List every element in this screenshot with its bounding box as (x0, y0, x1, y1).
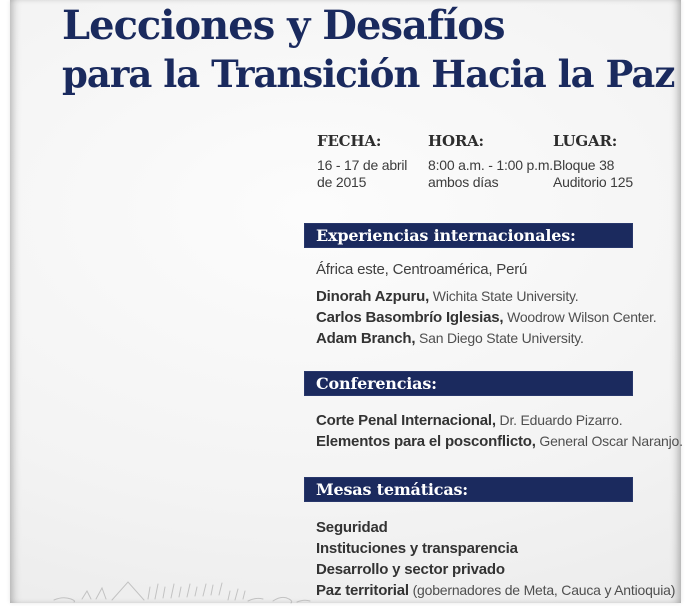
mesa-row (316, 559, 675, 580)
event-title (62, 1, 674, 97)
mesa-title: Seguridad (316, 519, 388, 536)
info-lugar (553, 132, 633, 191)
conferences-list (316, 410, 683, 452)
hora-value-line1: 8:00 a.m. - 1:00 p.m. (428, 157, 553, 173)
speaker-row (316, 286, 656, 307)
conference-speaker: General Oscar Naranjo. (535, 433, 683, 449)
conference-row (316, 410, 683, 431)
speaker-name: Carlos Basombrío Iglesias, (316, 309, 504, 326)
conference-speaker: Dr. Eduardo Pizarro. (495, 412, 623, 428)
hora-value-line2: ambos días (428, 174, 499, 190)
speaker-affiliation: San Diego State University. (415, 330, 584, 346)
lugar-label: LUGAR: (553, 132, 618, 150)
mesa-title: Desarrollo y sector privado (316, 561, 505, 578)
speaker-affiliation: Woodrow Wilson Center. (503, 309, 657, 325)
title-line-1: Lecciones y Desafíos (62, 2, 505, 49)
experiencias-intro: África este, Centroamérica, Perú (316, 261, 528, 278)
info-hora (428, 132, 553, 191)
mesas-list (316, 517, 675, 601)
speakers-list (316, 286, 656, 349)
pencil-sketch-landscape (52, 570, 322, 606)
speaker-row (316, 307, 656, 328)
fecha-label: FECHA: (317, 132, 382, 150)
info-fecha (317, 132, 407, 191)
section-heading-experiencias: Experiencias internacionales: (316, 226, 576, 245)
conference-row (316, 431, 683, 452)
speaker-name: Adam Branch, (316, 330, 416, 347)
fecha-value-line1: 16 - 17 de abril (317, 157, 408, 173)
lugar-value-line2: Auditorio 125 (553, 174, 633, 190)
conference-title: Corte Penal Internacional, (316, 412, 496, 429)
mesa-title: Paz territorial (316, 582, 409, 599)
title-line-2: para la Transición Hacia la Paz (62, 52, 675, 96)
mesa-row (316, 517, 675, 538)
section-banner-mesas (304, 477, 633, 502)
mesa-row (316, 580, 675, 601)
section-banner-experiencias (304, 223, 633, 248)
mesa-title: Instituciones y transparencia (316, 540, 518, 557)
speaker-name: Dinorah Azpuru, (316, 288, 430, 305)
mesa-row (316, 538, 675, 559)
speaker-affiliation: Wichita State University. (429, 288, 579, 304)
section-heading-conferencias: Conferencias: (316, 374, 437, 393)
section-heading-mesas: Mesas temáticas: (316, 480, 469, 499)
conference-title: Elementos para el posconflicto, (316, 433, 536, 450)
hora-label: HORA: (428, 132, 484, 150)
lugar-value-line1: Bloque 38 (553, 157, 615, 173)
speaker-row (316, 328, 656, 349)
section-banner-conferencias (304, 371, 633, 396)
fecha-value-line2: de 2015 (317, 174, 367, 190)
mesa-note: (gobernadores de Meta, Cauca y Antioquia) (408, 582, 676, 598)
